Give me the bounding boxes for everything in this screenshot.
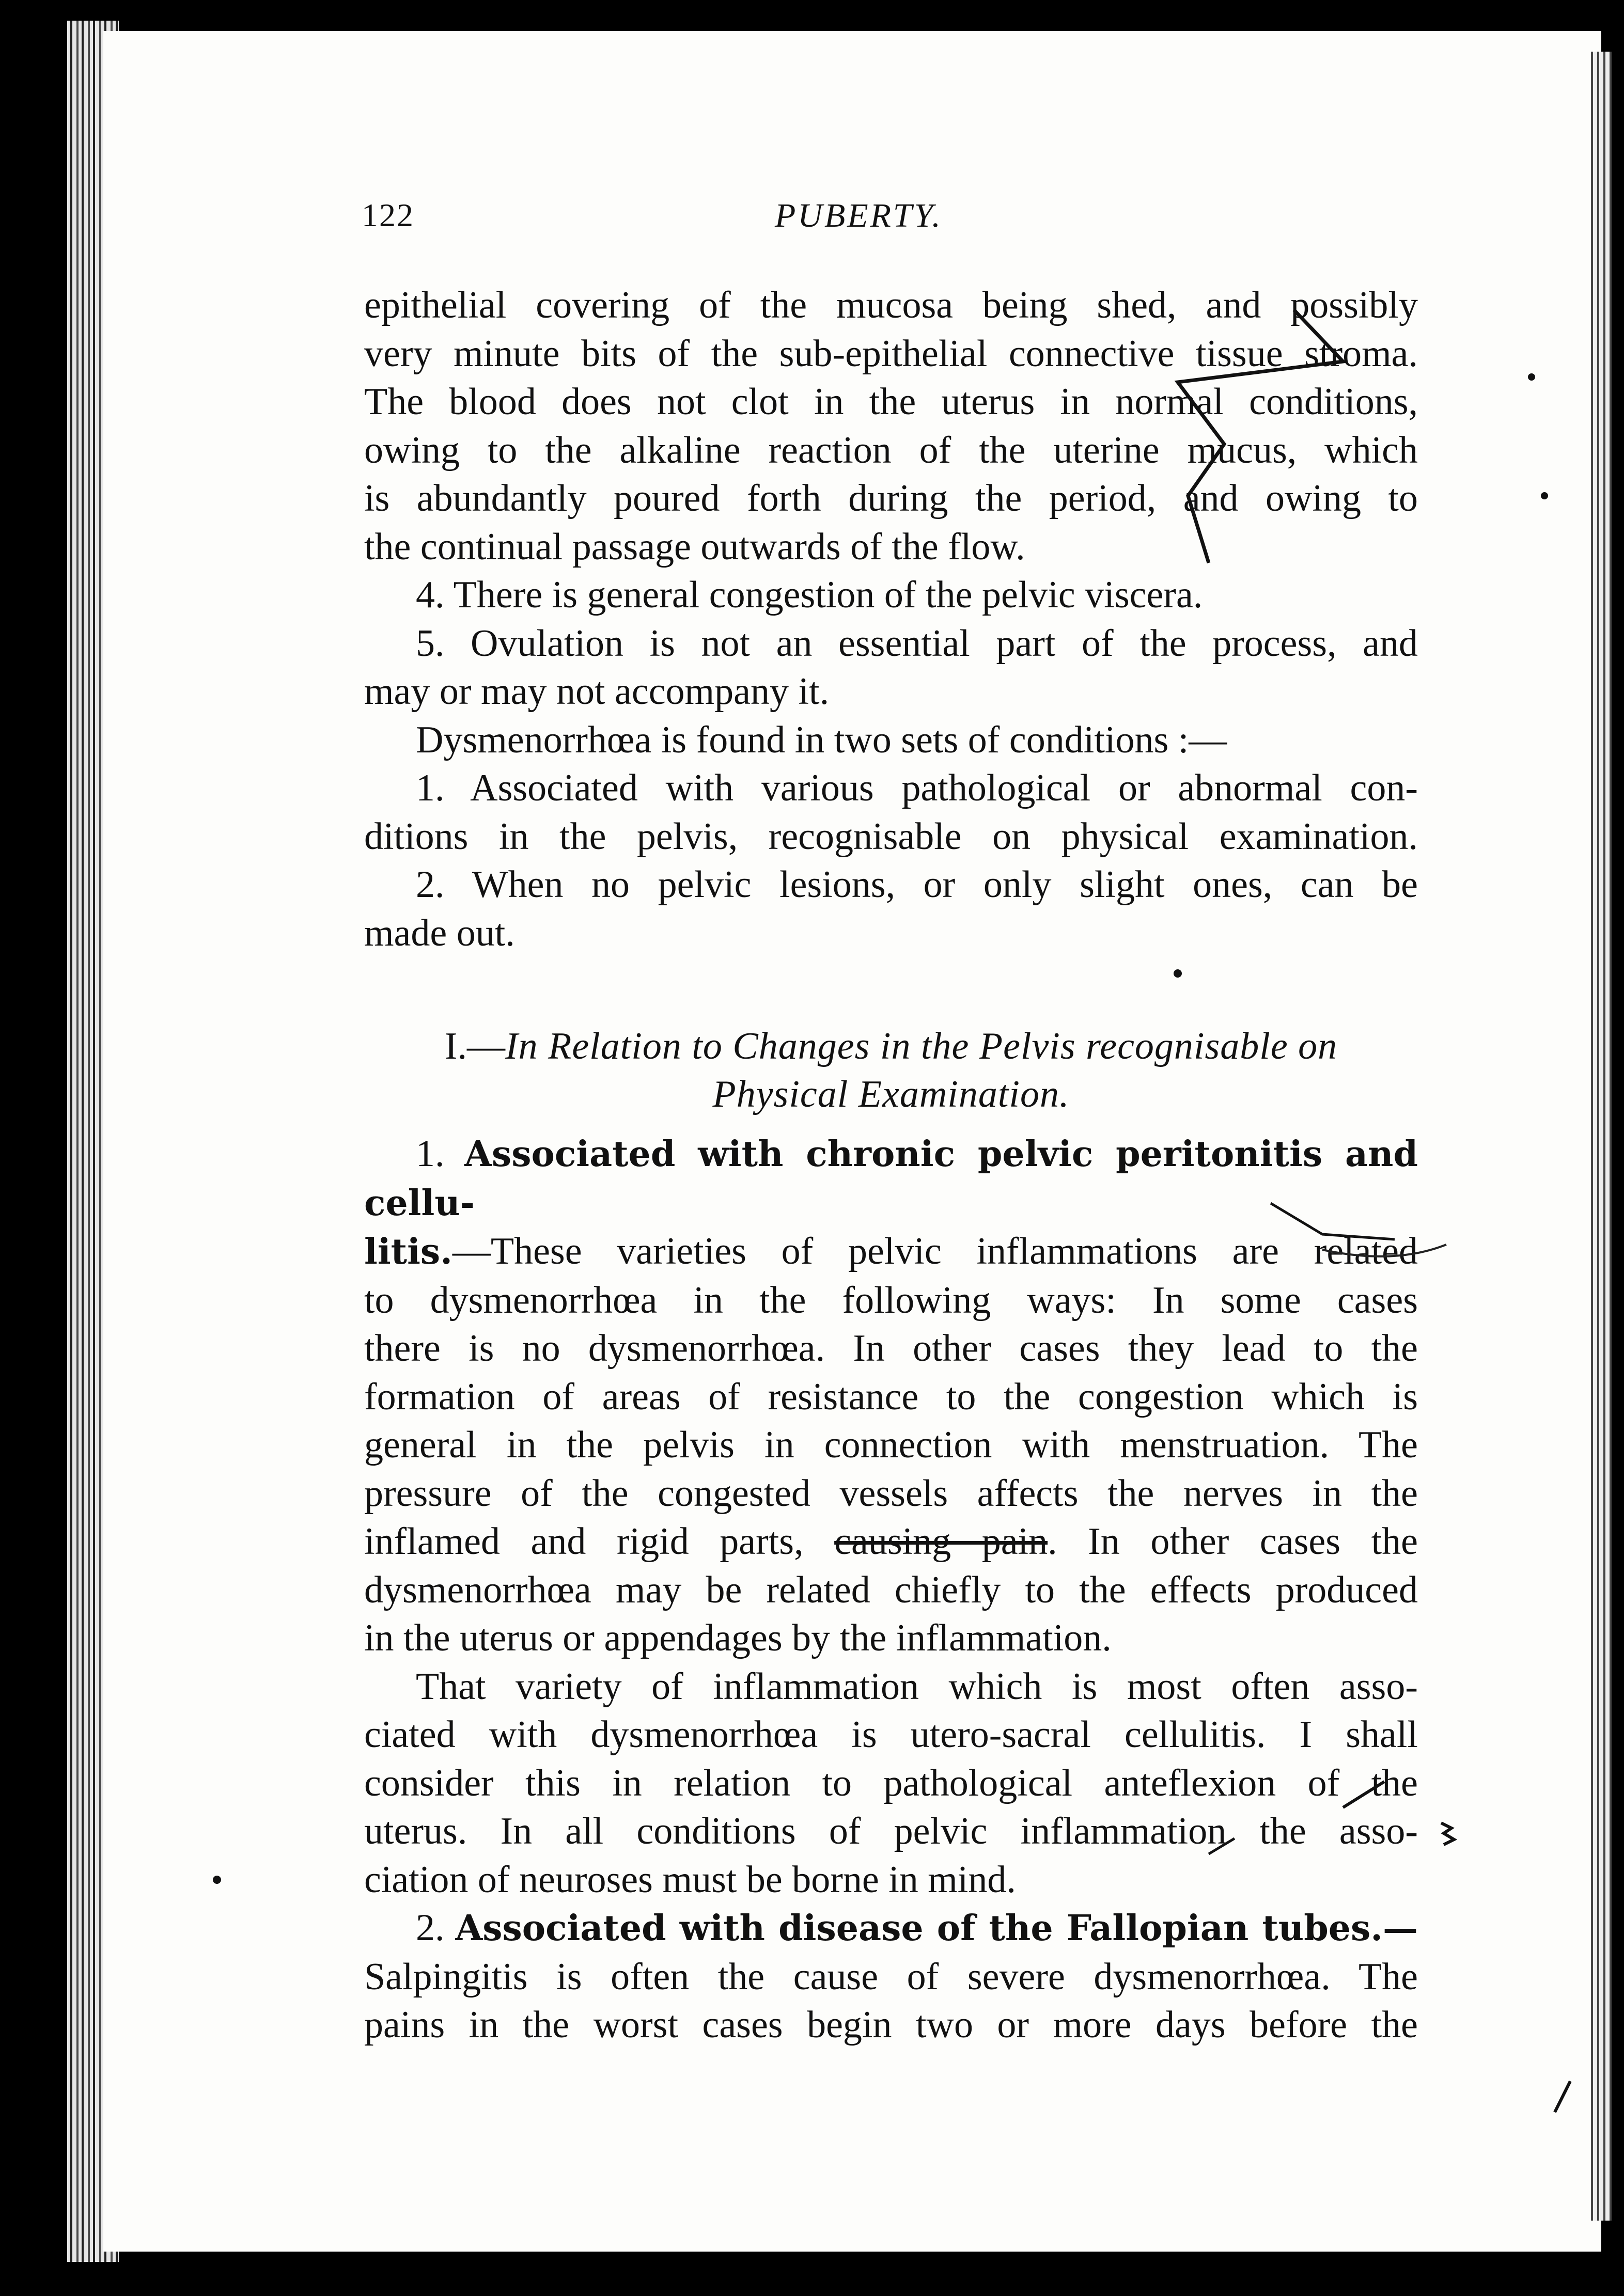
text-line: owing to the alkaline reaction of the uterine mucus, which [364,429,1418,471]
text-line [364,1904,1418,1953]
text-line: general in the pelvis in connection with menstruation. The [364,1424,1418,1466]
text-line: Dysmenorrhœa is found in two sets of conditions :— [416,718,1227,761]
page-edge-right [1591,52,1612,2221]
text-line: pains in the worst cases begin two or more days before the [364,2004,1418,2046]
text-line: 5. Ovulation is not an essential part of the process, and [416,622,1418,665]
struck-text: causing pain [834,1520,1048,1563]
heading-number: I.— [444,1025,505,1067]
text-line: ciated with dysmenorrhœa is utero-sacral cellulitis. I shall [364,1713,1418,1756]
text-line: dysmenorrhœa may be related chiefly to the effects produced [364,1568,1418,1611]
running-title: PUBERTY. [775,197,943,234]
text-line: 1. Associated with various pathological or abnormal con- [416,767,1418,809]
subheading: Associated with disease of the Fallopian tubes.— [455,1908,1418,1949]
text-line: ciation of neuroses must be borne in mind. [364,1858,1016,1901]
text-span: . In other cases the [1048,1520,1418,1563]
text-line [364,1228,1418,1277]
body-text [364,281,1418,2050]
text-line: is abundantly poured forth during the period, and owing to [364,477,1418,520]
item-number: 1. [416,1133,465,1175]
text-line: there is no dysmenorrhœa. In other cases they lead to the [364,1327,1418,1370]
text-line: the continual passage outwards of the flow. [364,525,1025,568]
item-number: 2. [416,1907,456,1949]
text-line: very minute bits of the sub-epithelial connective tissue stroma. [364,332,1418,375]
heading-title-cont: Physical Examination. [712,1073,1070,1115]
text-line: to dysmenorrhœa in the following ways: In some cases [364,1279,1418,1322]
text-line: pressure of the congested vessels affects the nerves in the [364,1472,1418,1515]
text-line: The blood does not clot in the uterus in normal conditions, [364,381,1418,423]
page-header [362,196,1420,243]
section-heading [364,1023,1418,1071]
text-line [364,1518,1418,1566]
text-line: epithelial covering of the mucosa being shed, and possibly [364,284,1418,326]
text-line: may or may not accompany it. [364,670,830,713]
text-line: That variety of inflammation which is most often asso- [416,1665,1418,1708]
text-span: —These varieties of pelvic inflammations are related [452,1230,1418,1272]
text-line: uterus. In all conditions of pelvic inflammation the asso- [364,1810,1418,1852]
heading-title: In Relation to Changes in the Pelvis recognisable on [505,1025,1338,1067]
section-heading-cont [364,1071,1418,1119]
text-line: Salpingitis is often the cause of severe dysmenorrhœa. The [364,1955,1418,1998]
text-line: consider this in relation to pathological anteflexion of the [364,1762,1418,1804]
text-span: inflamed and rigid parts, [364,1520,835,1563]
text-line: 4. There is general congestion of the pelvic viscera. [416,574,1203,616]
text-line: ditions in the pelvis, recognisable on physical examination. [364,815,1418,858]
text-line: made out. [364,911,515,954]
text-line: formation of areas of resistance to the congestion which is [364,1375,1418,1418]
page-number: 122 [362,197,414,233]
subheading: Associated with chronic pelvic peritonitis and cellu- [364,1134,1418,1224]
subheading-cont: litis. [364,1231,452,1272]
text-line: in the uterus or appendages by the inflammation. [364,1617,1112,1659]
text-line [364,1130,1418,1228]
text-line: 2. When no pelvic lesions, or only slight ones, can be [416,863,1418,906]
